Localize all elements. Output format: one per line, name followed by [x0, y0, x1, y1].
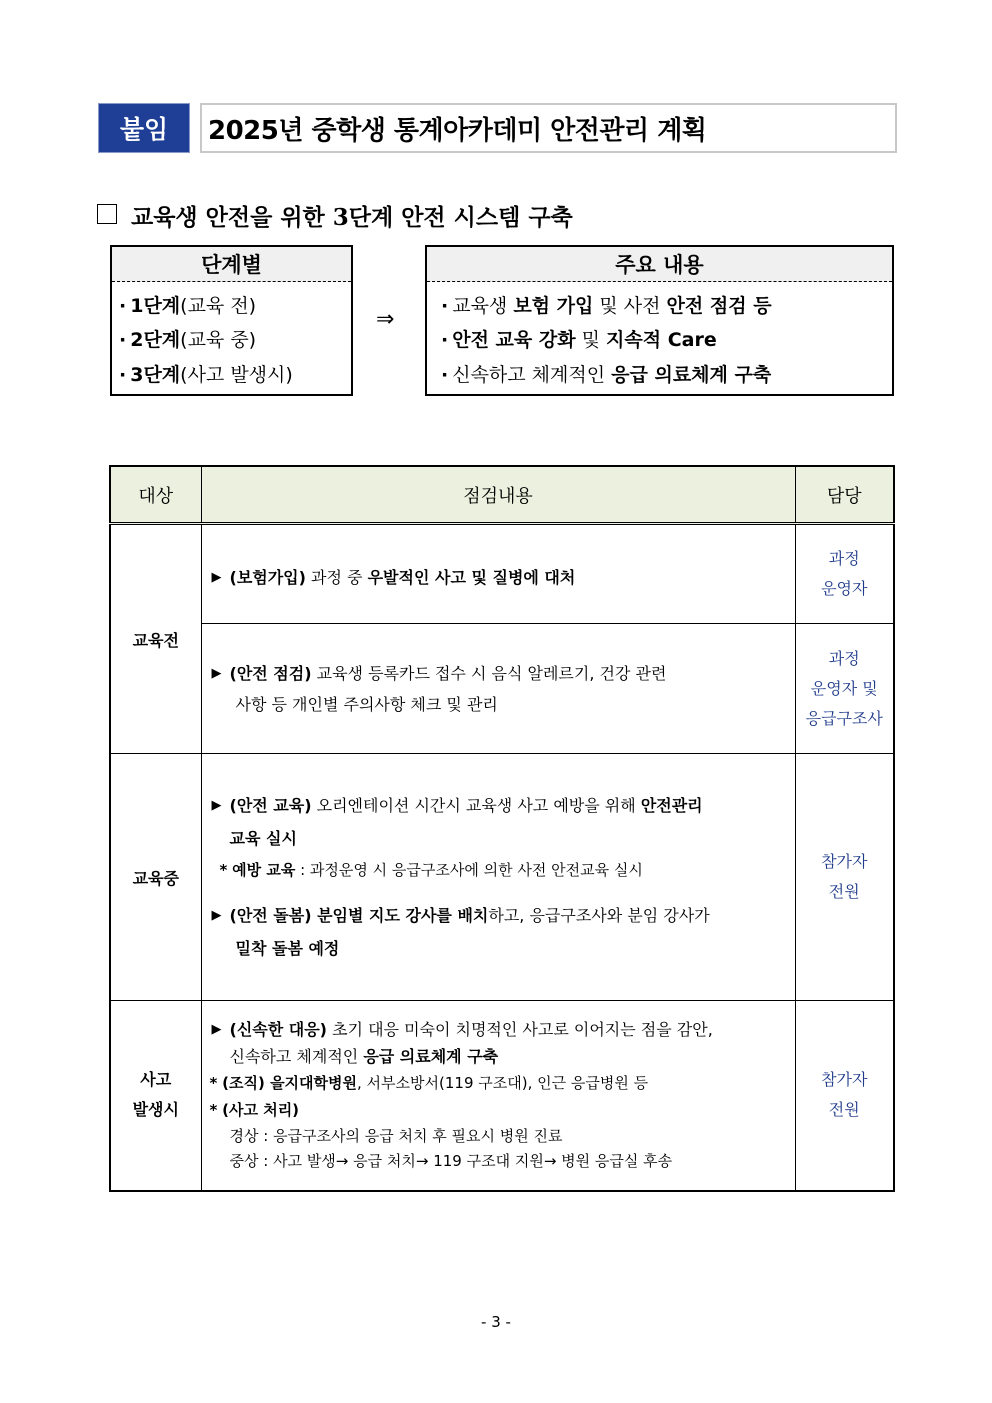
table-row [110, 1001, 894, 1191]
triangle-bullet-icon: ▶ [211, 908, 222, 923]
safety-check-table [109, 465, 895, 1192]
section-title: 교육생 안전을 위한 3단계 안전 시스템 구축 [131, 204, 573, 231]
target-accident: 사고 발생시 [110, 1001, 201, 1191]
content-box [425, 245, 894, 396]
stage-item: · 3단계(사고 발생시) [119, 364, 293, 386]
table-header-row [110, 466, 894, 524]
content-line: · 신속하고 체계적인 응급 의료체계 구축 [441, 364, 772, 386]
triangle-bullet-icon: ▶ [211, 665, 222, 681]
header-content: 점검내용 [201, 466, 795, 524]
check-content: ▶ (안전 점검) 교육생 등록카드 접수 시 음식 알레르기, 건강 관련 사항 등 개인별 주의사항 체크 및 관리 [201, 624, 795, 754]
owner-cell: 참가자 전원 [795, 1001, 894, 1191]
stage-heading: 단계별 [112, 247, 351, 282]
right-arrow-icon: ⇒ [376, 307, 395, 332]
header-target: 대상 [110, 466, 201, 524]
header-owner: 담당 [795, 466, 894, 524]
stage-detail: (교육 전) [180, 295, 257, 317]
triangle-bullet-icon: ▶ [211, 1022, 222, 1038]
triangle-bullet-icon: ▶ [211, 569, 222, 585]
check-content: ▶ (보험가입) 과정 중 우발적인 사고 및 질병에 대처 [201, 524, 795, 624]
content-line: · 교육생 보험 가입 및 사전 안전 점검 등 [441, 295, 772, 317]
stage-label: 3단계 [130, 364, 181, 386]
table-row [110, 624, 894, 754]
owner-cell: 참가자 전원 [795, 754, 894, 1001]
target-during: 교육중 [110, 754, 201, 1001]
table-row [110, 524, 894, 624]
owner-cell: 과정 운영자 및 응급구조사 [795, 624, 894, 754]
page-number: - 3 - [481, 1313, 511, 1331]
content-line: · 안전 교육 강화 및 지속적 Care [441, 329, 717, 351]
document-title: 2025년 중학생 통계아카데미 안전관리 계획 [200, 103, 897, 153]
stage-item: · 2단계(교육 중) [119, 329, 257, 351]
stage-box [110, 245, 353, 396]
triangle-bullet-icon: ▶ [211, 798, 222, 813]
content-heading: 주요 내용 [427, 247, 892, 282]
target-before: 교육전 [110, 524, 201, 754]
check-content: ▶ (안전 교육) 오리엔테이션 시간시 교육생 사고 예방을 위해 안전관리 교육 실시 * 예방 교육 : 과정운영 시 응급구조사에 의한 사전 안전교육 실시 ▶ (안전 돌봄) 분임별 지도 강사를 배치하고, 응급구조사와 분임 강사가 밀착 돌봄 예정 [201, 754, 795, 1001]
table-row [110, 754, 894, 1001]
attachment-badge: 붙임 [98, 103, 190, 153]
stage-detail: (사고 발생시) [180, 364, 293, 386]
stage-label: 2단계 [130, 329, 181, 351]
owner-cell: 과정 운영자 [795, 524, 894, 624]
stage-label: 1단계 [130, 295, 181, 317]
stage-detail: (교육 중) [180, 329, 257, 351]
stage-item: · 1단계(교육 전) [119, 295, 257, 317]
check-content: ▶ (신속한 대응) 초기 대응 미숙이 치명적인 사고로 이어지는 점을 감안, 신속하고 체계적인 응급 의료체계 구축 * (조직) 을지대학병원, 서부소방서(119 구조대), 인근 응급병원 등 * (사고 처리) 경상 : 응급구조사의 응급 처치 후 필요시 병원 진료 중상 : 사고 발생→ 응급 처치→ 119 구조대 지원→ 병원 응급실 후송 [201, 1001, 795, 1191]
checkbox-icon [97, 204, 117, 224]
